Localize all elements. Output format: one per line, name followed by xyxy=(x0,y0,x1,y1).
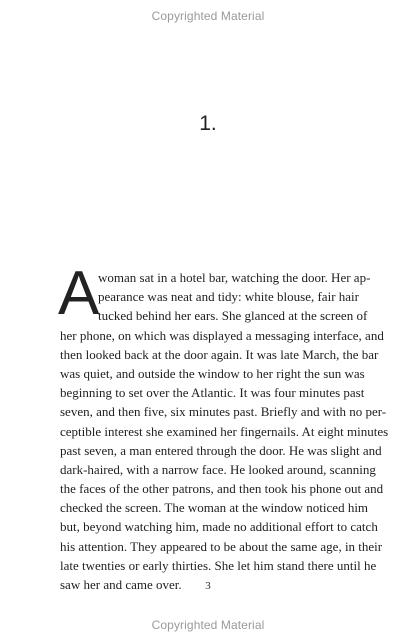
paragraph-line: her phone, on which was displayed a messaging interface, and xyxy=(60,327,384,343)
paragraph-line: the faces of the other patrons, and then took his phone out and xyxy=(60,481,384,497)
drop-cap: A xyxy=(58,259,100,328)
chapter-heading: 1. xyxy=(199,112,217,135)
paragraph-line: past seven, a man entered through the door. He was slight and xyxy=(60,442,382,458)
copyright-watermark-top: Copyrighted Material xyxy=(151,9,265,23)
paragraph-line: checked the screen. The woman at the window noticed him xyxy=(60,500,369,516)
paragraph-line: late twenties or early thirties. She let him stand there until he xyxy=(60,557,377,573)
copyright-watermark-bottom: Copyrighted Material xyxy=(151,618,265,632)
paragraph-line: saw her and came over. xyxy=(60,577,182,592)
page-number: 3 xyxy=(205,580,211,592)
paragraph-line: was quiet, and outside the window to her right the sun was xyxy=(60,365,365,381)
paragraph-line: then looked back at the door again. It was late March, the bar xyxy=(60,346,379,362)
paragraph-line: seven, and then five, six minutes past. Briefly and with no per- xyxy=(60,404,387,420)
chapter-body-paragraph xyxy=(60,268,389,594)
paragraph-line: ceptible interest she examined her fingernails. At eight minutes xyxy=(60,423,389,439)
paragraph-line: woman sat in a hotel bar, watching the door. Her ap- xyxy=(98,270,371,285)
paragraph-line: his attention. They appeared to be about the same age, in their xyxy=(60,538,383,554)
paragraph-line: pearance was neat and tidy: white blouse, fair hair xyxy=(98,289,359,305)
paragraph-line: tucked behind her ears. She glanced at the screen of xyxy=(98,308,368,324)
paragraph-line: but, beyond watching him, made no additional effort to catch xyxy=(60,519,378,535)
paragraph-line: beginning to set over the Atlantic. It was four minutes past xyxy=(60,385,365,401)
paragraph-line: dark-haired, with a narrow face. He looked around, scanning xyxy=(60,461,376,477)
